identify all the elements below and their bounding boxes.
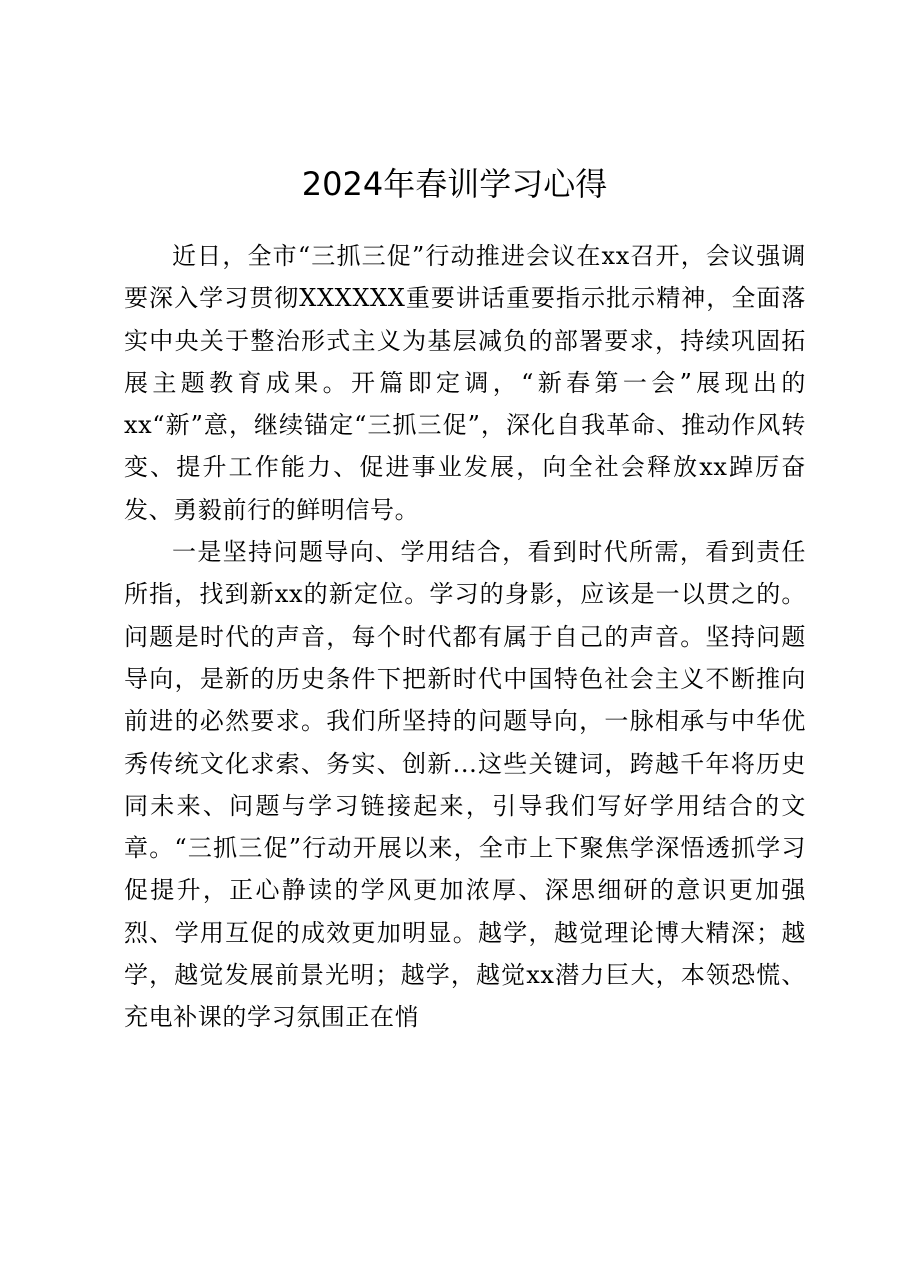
paragraph-intro: 近日，全市“三抓三促”行动推进会议在xx召开，会议强调要深入学习贯彻XXXXXX重要讲话重要指示批示精神，全面落实中央关于整治形式主义为基层减负的部署要求，持续巩固拓展主题教育成果。开篇即定调，“新春第一会”展现出的xx“新”意，继续锚定“三抓三促”，深化自我革命、推动作风转变、提升工作能力、促进事业发展，向全社会释放xx踔厉奋发、勇毅前行的鲜明信号。	[124, 242, 806, 524]
paragraph-point-one: 一是坚持问题导向、学用结合，看到时代所需，看到责任所指，找到新xx的新定位。学习的身影，应该是一以贯之的。问题是时代的声音，每个时代都有属于自己的声音。坚持问题导向，是新的历史条件下把新时代中国特色社会主义不断推向前进的必然要求。我们所坚持的问题导向，一脉相承与中华优秀传统文化求索、务实、创新...这些关键词，跨越千年将历史同未来、问题与学习链接起来，引导我们写好学用结合的文章。“三抓三促”行动开展以来，全市上下聚焦学深悟透抓学习促提升，正心静读的学风更加浓厚、深思细研的意识更加强烈、学用互促的成效更加明显。越学，越觉理论博大精深；越学，越觉发展前景光明；越学，越觉xx潜力巨大，本领恐慌、充电补课的学习氛围正在悄	[124, 538, 806, 1032]
document-title: 2024年春训学习心得	[301, 165, 608, 203]
document-body	[124, 235, 806, 1039]
